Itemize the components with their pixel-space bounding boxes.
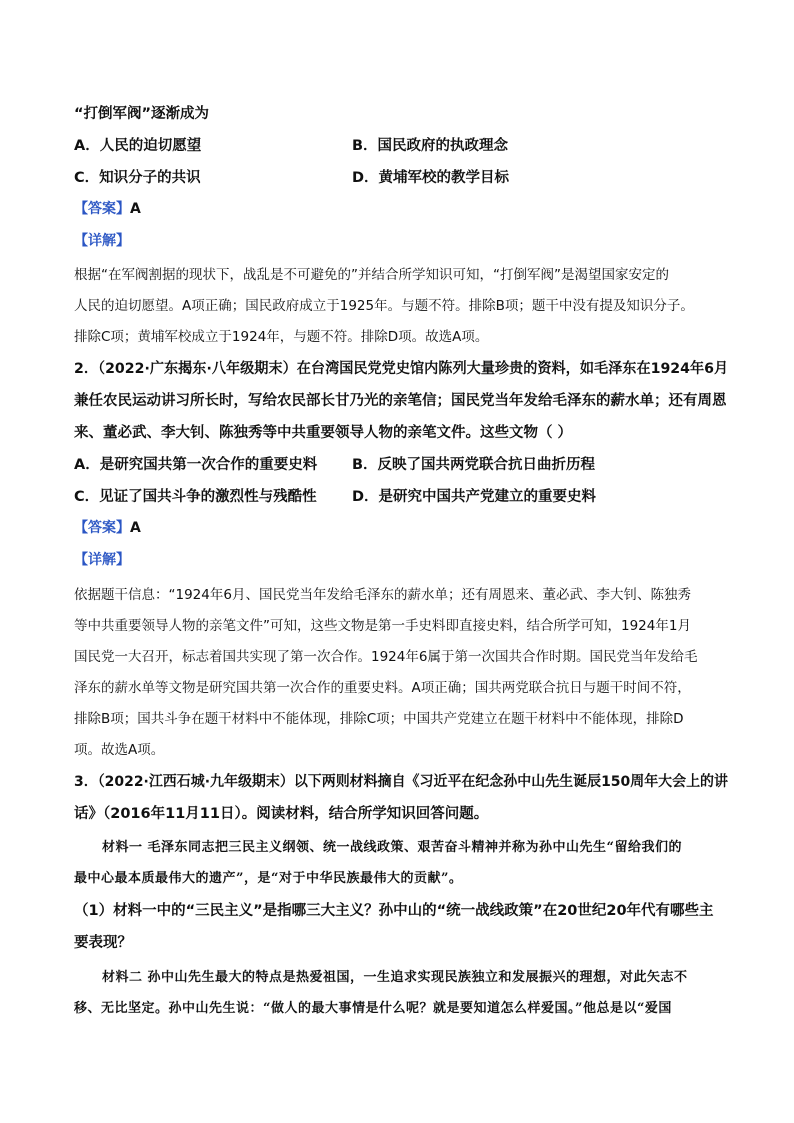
q3-material1-line: 材料一 毛泽东同志把三民主义纲领、统一战线政策、艰苦奋斗精神并称为孙中山先生“留给我们的 (102, 840, 683, 855)
answer-value: A (130, 201, 141, 217)
q1-stem-tail: “打倒军阀”逐渐成为 (74, 106, 210, 122)
q2-option-d: D．是研究中国共产党建立的重要史料 (352, 489, 597, 505)
answer-value: A (130, 520, 141, 536)
q1-detail-line: 人民的迫切愿望。A项正确；国民政府成立于1925年。与题不符。排除B项；题干中没有提及知识分子。 (74, 298, 694, 314)
q1-option-b: B．国民政府的执政理念 (352, 138, 509, 154)
q1-answer (74, 198, 141, 218)
q2-detail-line: 依据题干信息：“1924年6月、国民党当年发给毛泽东的薪水单；还有周恩来、董必武、李大钊、陈独秀 (74, 587, 691, 603)
q2-option-c: C．见证了国共斗争的激烈性与残酷性 (74, 489, 317, 505)
q2-stem-line: 来、董必武、李大钊、陈独秀等中共重要领导人物的亲笔文件。这些文物（ ） (74, 425, 573, 441)
q1-option-d: D．黄埔军校的教学目标 (352, 170, 510, 186)
answer-label: 【答案】 (74, 520, 130, 536)
q1-detail-line: 根据“在军阀割据的现状下，战乱是不可避免的”并结合所学知识可知，“打倒军阀”是渴望国家安定的 (74, 267, 669, 283)
q3-material2-line: 移、无比坚定。孙中山先生说：“做人的最大事情是什么呢？就是要知道怎么样爱国。”他总是以“爱国 (74, 1001, 672, 1016)
q2-answer (74, 517, 141, 537)
q3-stem-line: 3．（2022·江西石城·九年级期末）以下两则材料摘自《习近平在纪念孙中山先生诞辰150周年大会上的讲 (74, 774, 728, 790)
q1-detail-label: 【详解】 (74, 233, 130, 249)
q2-detail-line: 项。故选A项。 (74, 742, 165, 758)
q2-option-a: A．是研究国共第一次合作的重要史料 (74, 457, 318, 473)
answer-label: 【答案】 (74, 201, 130, 217)
q2-stem-line: 2．（2022·广东揭东·八年级期末）在台湾国民党党史馆内陈列大量珍贵的资料，如毛泽东在1924年6月 (74, 361, 729, 377)
q3-stem-line: 话》（2016年11月11日）。阅读材料，结合所学知识回答问题。 (74, 806, 489, 822)
q2-detail-line: 排除B项；国共斗争在题干材料中不能体现，排除C项；中国共产党建立在题干材料中不能体现，排除D (74, 711, 684, 727)
q2-option-b: B．反映了国共两党联合抗日曲折历程 (352, 457, 596, 473)
q1-option-a: A．人民的迫切愿望 (74, 138, 202, 154)
q3-sub1-line: 要表现？ (74, 935, 132, 951)
q3-material1-line: 最中心最本质最伟大的遗产”，是“对于中华民族最伟大的贡献”。 (74, 871, 463, 886)
q1-option-c: C．知识分子的共识 (74, 170, 201, 186)
q2-detail-line: 国民党一大召开，标志着国共实现了第一次合作。1924年6属于第一次国共合作时期。国民党当年发给毛 (74, 649, 698, 665)
q2-detail-line: 等中共重要领导人物的亲笔文件”可知，这些文物是第一手史料即直接史料，结合所学可知，1924年1月 (74, 618, 691, 634)
q2-detail-line: 泽东的薪水单等文物是研究国共第一次合作的重要史料。A项正确；国共两党联合抗日与题干时间不符， (74, 680, 691, 696)
q3-sub1-line: （1）材料一中的“三民主义”是指哪三大主义？孙中山的“统一战线政策”在20世纪20年代有哪些主 (74, 903, 714, 919)
q2-detail-label: 【详解】 (74, 552, 130, 568)
q2-stem-line: 兼任农民运动讲习所长时，写给农民部长甘乃光的亲笔信；国民党当年发给毛泽东的薪水单；还有周恩 (74, 393, 727, 409)
q1-detail-line: 排除C项；黄埔军校成立于1924年，与题不符。排除D项。故选A项。 (74, 329, 489, 345)
q3-material2-line: 材料二 孙中山先生最大的特点是热爱祖国，一生追求实现民族独立和发展振兴的理想，对此矢志不 (102, 970, 688, 985)
